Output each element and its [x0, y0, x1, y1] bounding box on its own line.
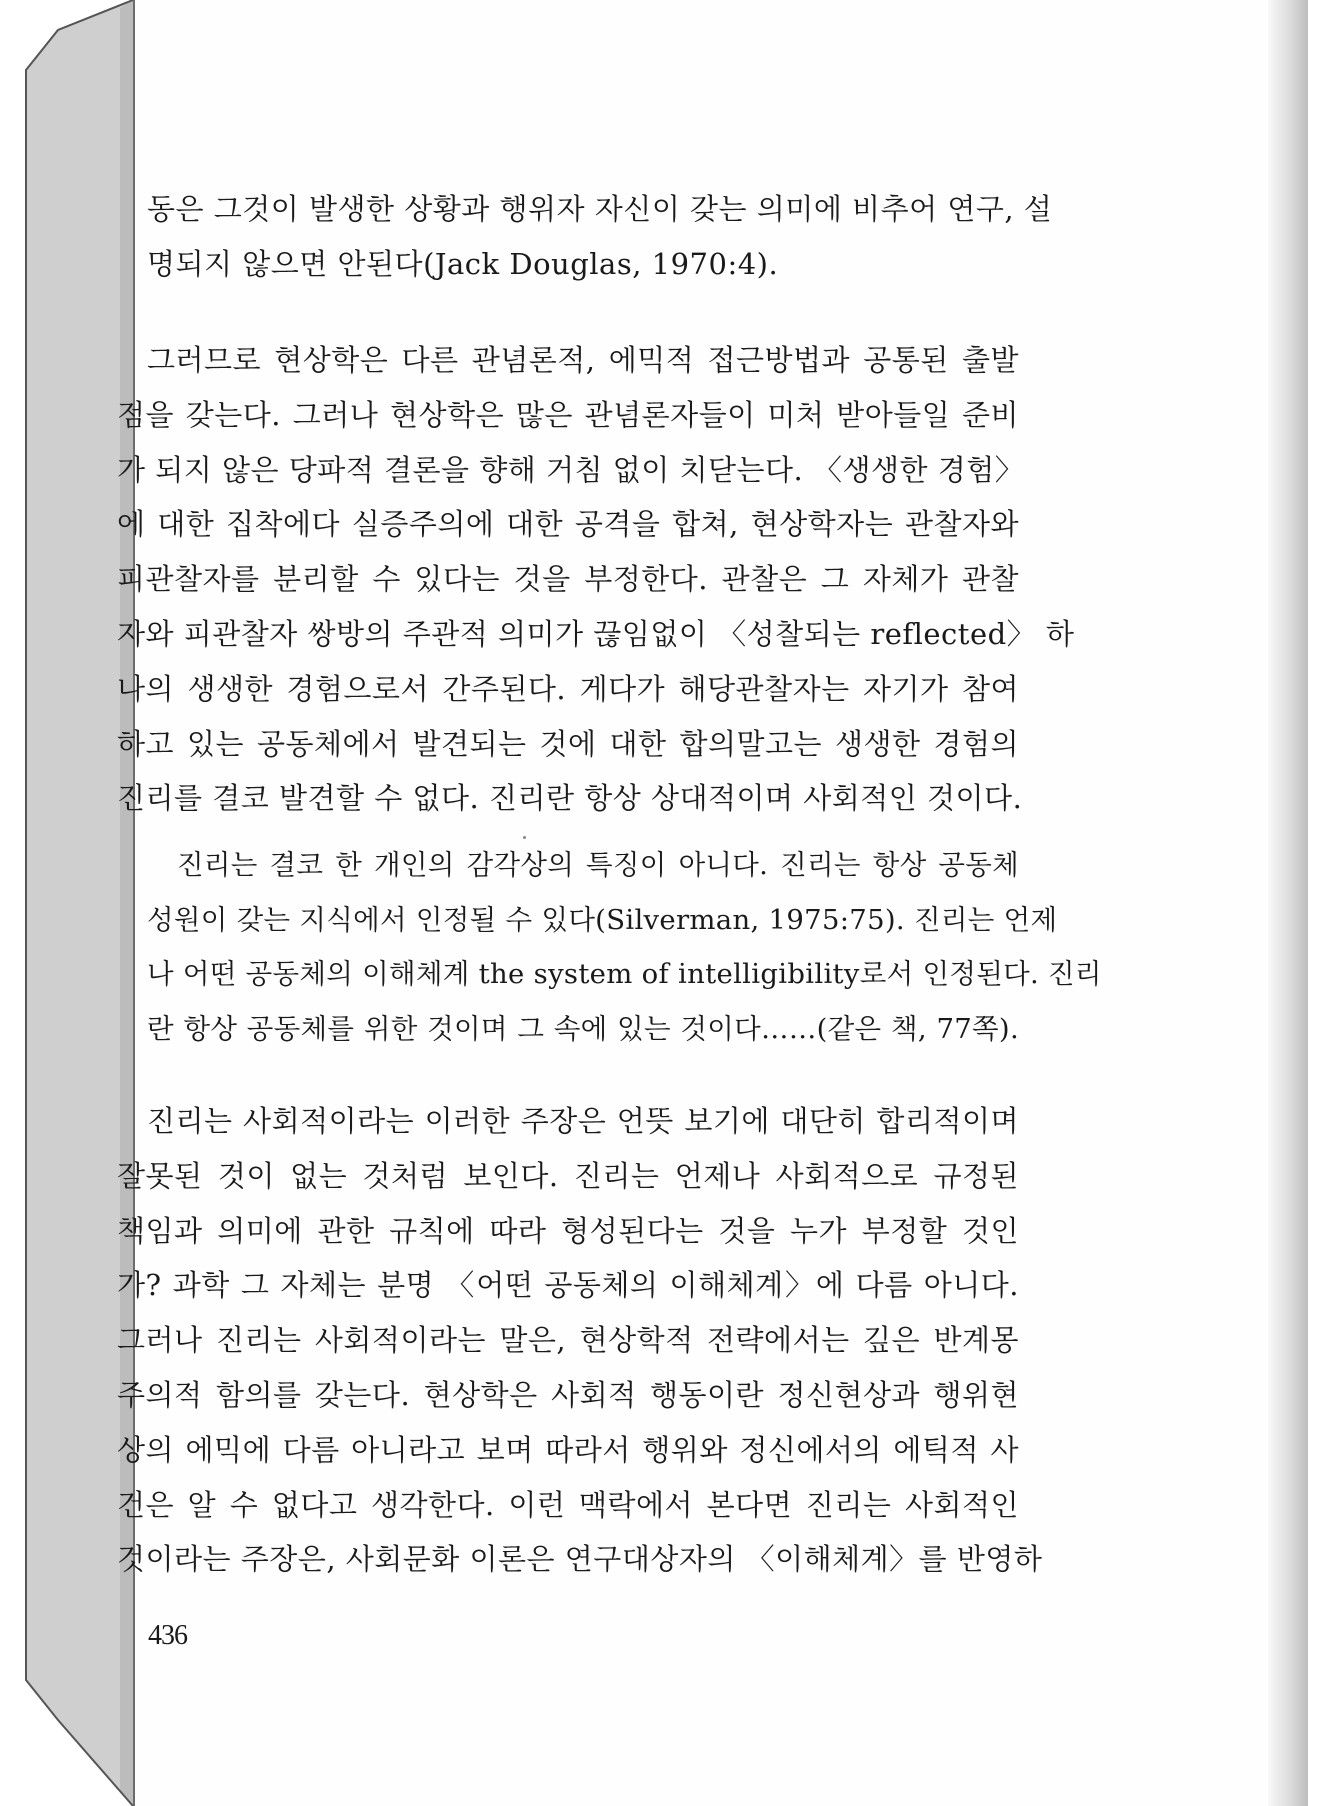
text-line: 명되지 않으면 안된다(Jack Douglas, 1970:4).: [147, 246, 779, 281]
text-line: 책임과 의미에 관한 규칙에 따라 형성된다는 것을 누가 부정할 것인: [117, 1213, 1019, 1248]
page-number: 436: [148, 1620, 187, 1651]
text-line: 진리는 사회적이라는 이러한 주장은 언뜻 보기에 대단히 합리적이며: [147, 1104, 1019, 1138]
paragraph-continuation: [117, 182, 1053, 292]
paragraph-truth-social: [117, 1094, 1043, 1587]
text-line: 진리를 결코 발견할 수 없다. 진리란 항상 상대적이며 사회적인 것이다.: [117, 781, 1023, 816]
text-line: 주의적 함의를 갖는다. 현상학은 사회적 행동이란 정신현상과 행위현: [117, 1377, 1019, 1412]
text-line: 가? 과학 그 자체는 분명 〈어떤 공동체의 이해체계〉에 다름 아니다.: [117, 1268, 1019, 1303]
quote-line: 나 어떤 공동체의 이해체계 the system of intelligibility로서 인정된다. 진리: [147, 958, 1102, 990]
quote-line: 성원이 갖는 지식에서 인정될 수 있다(Silverman, 1975:75). 진리는 언제: [147, 903, 1058, 936]
block-quote: [147, 838, 1102, 1056]
quote-line: 진리는 결코 한 개인의 감각상의 특징이 아니다. 진리는 항상 공동체: [177, 849, 1019, 881]
text-line: 그러므로 현상학은 다른 관념론적, 에믹적 접근방법과 공통된 출발: [147, 343, 1019, 377]
text-line: 그러나 진리는 사회적이라는 말은, 현상학적 전략에서는 깊은 반계몽: [117, 1323, 1019, 1358]
text-line: 잘못된 것이 없는 것처럼 보인다. 진리는 언제나 사회적으로 규정된: [117, 1158, 1019, 1193]
text-line: 점을 갖는다. 그러나 현상학은 많은 관념론자들이 미처 받아들일 준비: [117, 397, 1019, 432]
paragraph-phenomenology: [117, 333, 1075, 826]
quote-line: 란 항상 공동체를 위한 것이며 그 속에 있는 것이다……(같은 책, 77쪽).: [147, 1012, 1019, 1045]
text-line: 동은 그것이 발생한 상황과 행위자 자신이 갖는 의미에 비추어 연구, 설: [147, 192, 1053, 226]
text-line: 건은 알 수 없다고 생각한다. 이런 맥락에서 본다면 진리는 사회적인: [117, 1487, 1019, 1522]
text-line: 것이라는 주장은, 사회문화 이론은 연구대상자의 〈이해체계〉를 반영하: [117, 1542, 1043, 1577]
page-edge-shadow: [1268, 0, 1308, 1806]
text-line: 에 대한 집착에다 실증주의에 대한 공격을 합쳐, 현상학자는 관찰자와: [117, 507, 1019, 542]
text-line: 피관찰자를 분리할 수 있다는 것을 부정한다. 관찰은 그 자체가 관찰: [117, 562, 1019, 597]
text-line: 가 되지 않은 당파적 결론을 향해 거침 없이 치닫는다. 〈생생한 경험〉: [117, 452, 1025, 487]
text-line: 하고 있는 공동체에서 발견되는 것에 대한 합의말고는 생생한 경험의: [117, 726, 1019, 761]
text-line: 자와 피관찰자 쌍방의 주관적 의미가 끊임없이 〈성찰되는 reflected〉 하: [117, 616, 1075, 651]
text-line: 나의 생생한 경험으로서 간주된다. 게다가 해당관찰자는 자기가 참여: [117, 671, 1019, 706]
text-line: 상의 에믹에 다름 아니라고 보며 따라서 행위와 정신에서의 에틱적 사: [117, 1432, 1019, 1467]
